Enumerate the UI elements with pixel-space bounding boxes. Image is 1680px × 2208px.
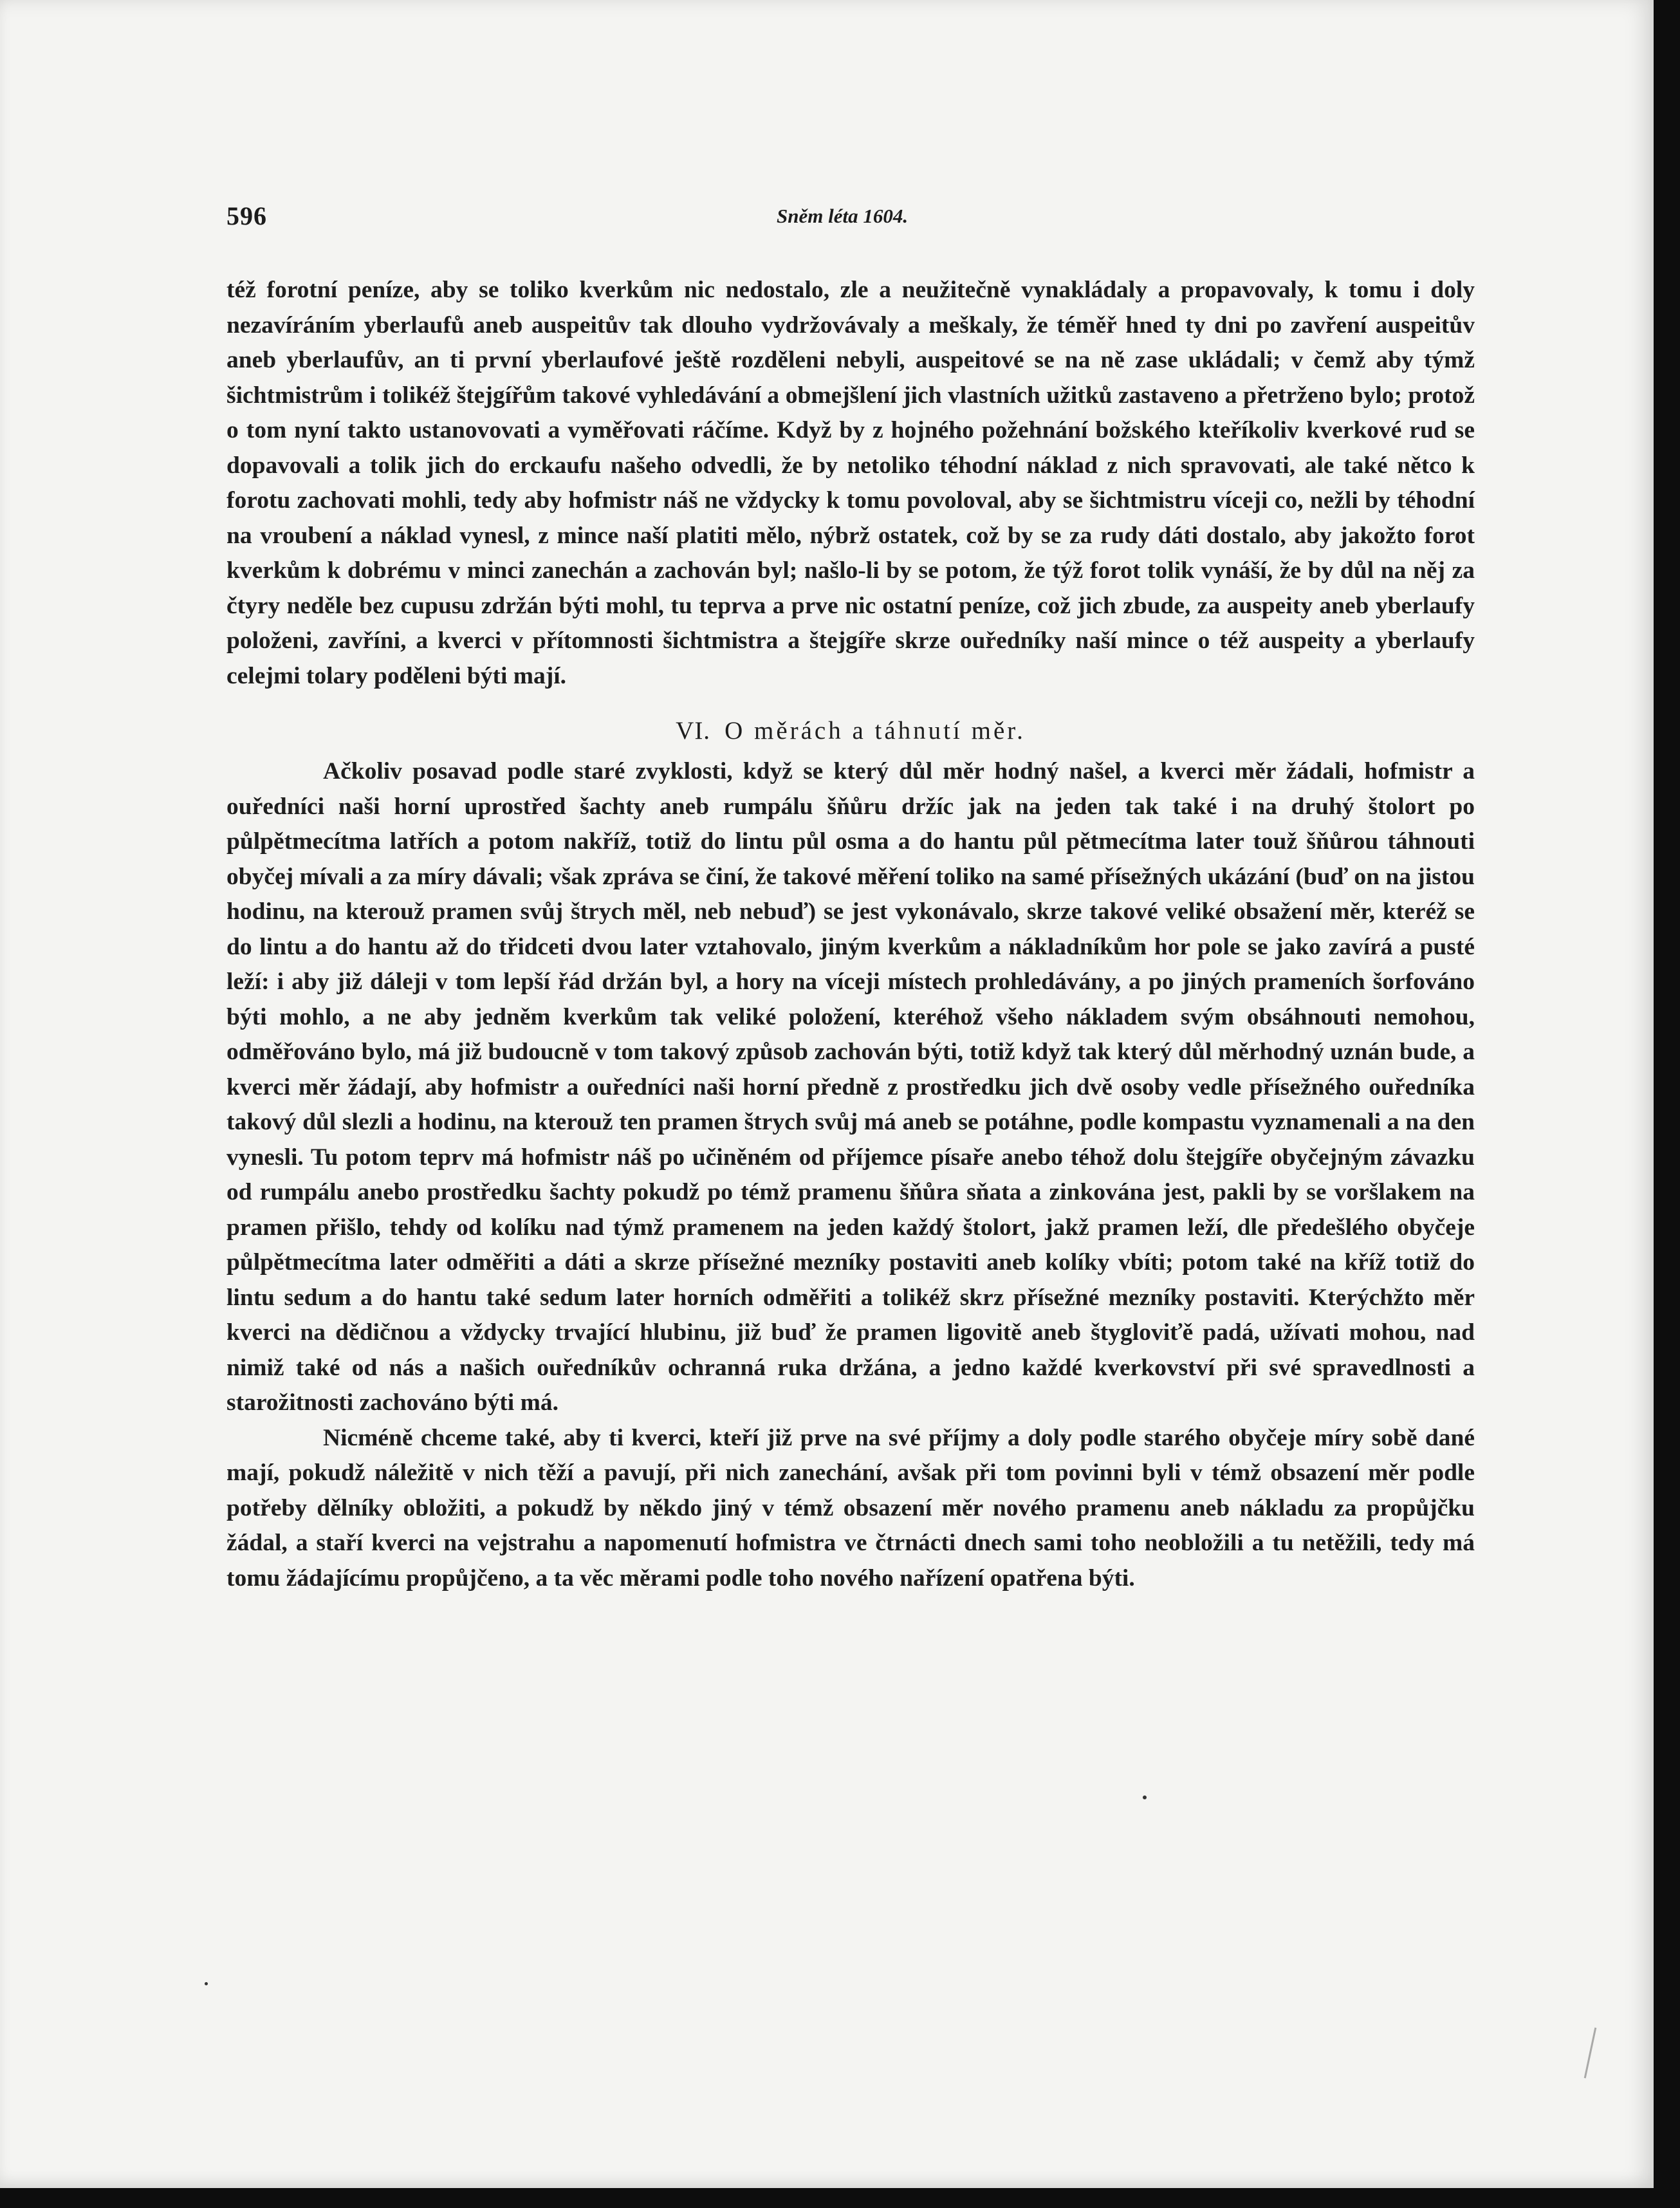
section-heading: [226, 712, 1475, 750]
dust-speck: [1143, 1795, 1147, 1799]
dust-speck: [205, 1982, 208, 1985]
scan-scratch: [1584, 2028, 1597, 2079]
paragraph-continuation: též forotní peníze, aby se toliko kverkům nic nedostalo, zle a neužitečně vynakládaly a propavovaly, k tomu i doly nezavíráním yberlaufů aneb auspeitův tak dlouho vydržovávaly a meškaly, že téměř hned ty dni po zavření auspeitův aneb yberlaufův, an ti první yberlaufové ještě rozděleni nebyli, auspeitové se na ně zase ukládali; v čemž aby týmž šichtmistrům i tolikéž štejgířům takové vyhledávání a obmejšlení jich vlastních užitků zastaveno a přetrženo bylo; protož o tom nyní takto ustanovovati a vyměřovati ráčíme. Když by z hojného požehnání božského kteříkoliv kverkové rud se dopavovali a tolik jich do erckaufu našeho odvedli, že by netoliko téhodní náklad z nich spravovati, ale také nětco k forotu zachovati mohli, tedy aby hofmistr náš ne vždycky k tomu povoloval, aby se šichtmistru víceji co, nežli by téhodní na vroubení a náklad vynesl, z mince naší platiti mělo, nýbrž ostatek, což by se za rudy dáti dostalo, aby jakožto forot kverkům k dobrému v minci zanechán a zachován byl; našlo-li by se potom, že týž forot tolik vynáší, že by důl na něj za čtyry neděle bez cupusu zdržán býti mohl, tu teprva a prve nic ostatní peníze, což jich zbude, za auspeity aneb yberlaufy položeni, zavříni, a kverci v přítomnosti šichtmistra a štejgíře skrze ouředníky naší mince o též auspeity a yberlaufy celejmi tolary poděleni býti mají.: [226, 277, 1475, 689]
page-number: 596: [226, 201, 267, 230]
section-numeral: VI.: [676, 717, 711, 745]
scan-edge-right: [1654, 0, 1680, 2208]
body-text: [226, 273, 1475, 1596]
running-head: Sněm léta 1604.: [777, 205, 909, 227]
section-title: O měrách a táhnutí měr.: [725, 717, 1026, 745]
section-paragraph-2: Nicméně chceme také, aby ti kverci, kteří již prve na své příjmy a doly podle starého obyčeje míry sobě dané mají, pokudž náležitě v nich těží a pavují, při nich zanechání, avšak při tom povinni byli v témž obsazení měr podle potřeby dělníky obložiti, a pokudž by někdo jiný v témž obsazení měr nového pramenu aneb nákladu za propůjčku žádal, a staří kverci na vejstrahu a napomenutí hofmistra ve čtrnácti dnech sami toho neobložili a tu netěžili, tedy má tomu žádajícímu propůjčeno, a ta věc měrami podle toho nového nařízení opatřena býti.: [226, 1424, 1475, 1591]
scan-edge-bottom: [0, 2188, 1680, 2208]
page-header: [226, 201, 1455, 239]
section-paragraph-1: Ačkoliv posavad podle staré zvyklosti, když se který důl měr hodný našel, a kverci měr žádali, hofmistr a ouředníci naši horní uprostřed šachty aneb rumpálu šňůru držíc jak na jeden tak také i na druhý štolort po půlpětmecítma latřích a potom nakříž, totiž do lintu půl osma a do hantu půl pětmecítma later touž šňůrou táhnouti obyčej mívali a za míry dávali; však zpráva se činí, že takové měření toliko na samé přísežných ukázání (buď on na jistou hodinu, na kterouž pramen svůj štrych měl, neb nebuď) se jest vykonávalo, skrze takové veliké obsažení měr, kteréž se do lintu a do hantu až do třidceti dvou later vztahovalo, jiným kverkům a nákladníkům hor pole se jako zavírá a pusté leží: i aby již dáleji v tom lepší řád držán byl, a hory na víceji místech prohledávány, a po jiných prameních šorfováno býti mohlo, a ne aby jedněm kverkům tak veliké položení, kteréhož všeho nákladem svým obsáhnouti nemohou, odměřováno bylo, má již budoucně v tom takový způsob zachován býti, totiž když tak který důl měrhodný uznán bude, a kverci měr žádají, aby hofmistr a ouředníci naši horní předně z prostředku jich dvě osoby vedle přísežného ouředníka takový důl slezli a hodinu, na kterouž ten pramen štrych svůj má aneb se potáhne, podle kompastu vyznamenali a na den vynesli. Tu potom teprv má hofmistr náš po učiněném od příjemce písaře anebo téhož dolu štejgíře obyčejným závazku od rumpálu anebo prostředku šachty pokudž po témž pramenu šňůra sňata a zinkována jest, pakli by se voršlakem na pramen přišlo, tehdy od kolíku nad týmž pramenem na jeden každý štolort, jakž pramen leží, dle předešlého obyčeje půlpětmecítma later odměřiti a dáti a skrze přísežné mezníky postaviti aneb kolíky vbíti; potom také na kříž totiž do lintu sedum a do hantu také sedum later horních odměřiti a tolikéž skrz přísežné mezníky postaviti. Kterýchžto měr kverci na dědičnou a vždycky trvající hlubinu, již buď že pramen ligovitě aneb štygloviťě padá, užívati mohou, nad nimiž také od nás a našich ouředníkův ochranná ruka držána, a jedno každé kverkovství při své spravedlnosti a starožitnosti zachováno býti má.: [226, 758, 1475, 1416]
